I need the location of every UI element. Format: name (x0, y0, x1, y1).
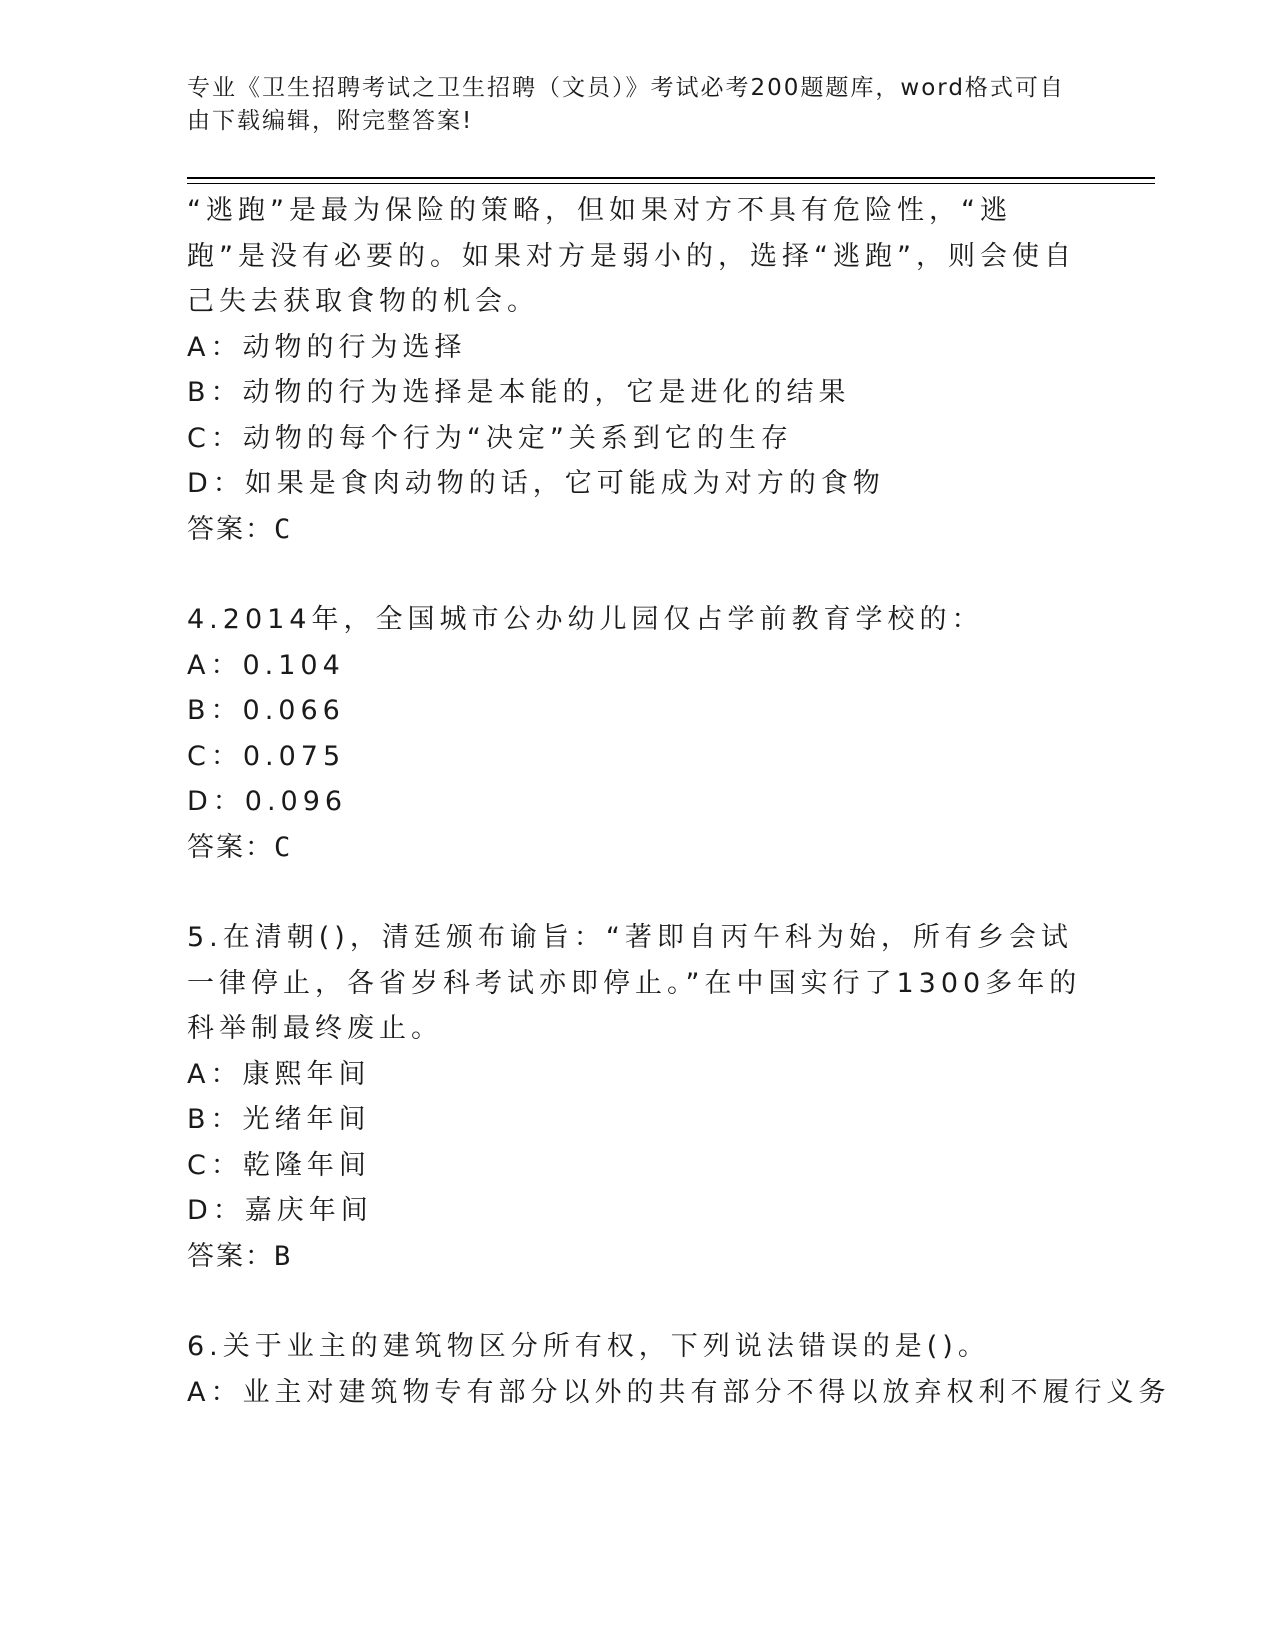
question-text: 4.2014年，全国城市公办幼儿园仅占学前教育学校的： (187, 604, 984, 635)
option-b: B：0.066 (187, 695, 345, 726)
option-b: B：动物的行为选择是本能的，它是进化的结果 (187, 377, 851, 408)
option-a: A：业主对建筑物专有部分以外的共有部分不得以放弃权利不履行义务 (187, 1376, 1171, 1408)
question-5 (187, 915, 1087, 1279)
header-rule-thick (187, 177, 1155, 179)
option-c: C：动物的每个行为“决定”关系到它的生存 (187, 422, 793, 454)
option-a: A：动物的行为选择 (187, 331, 467, 363)
spacer (187, 1279, 1087, 1324)
option-c: C：乾隆年间 (187, 1149, 371, 1181)
option-d: D：嘉庆年间 (187, 1195, 373, 1226)
option-c: C：0.075 (187, 740, 346, 772)
answer: 答案：B (187, 1240, 293, 1272)
option-d: D：如果是食肉动物的话，它可能成为对方的食物 (187, 468, 885, 499)
question-content (187, 188, 1171, 1415)
document-header: 专业《卫生招聘考试之卫生招聘（文员）》考试必考200题题库，word格式可自由下载编辑，附完整答案! (187, 75, 1065, 134)
question-text: “逃跑”是最为保险的策略，但如果对方不具有危险性，“逃跑”是没有必要的。如果对方是弱小的，选择“逃跑”，则会使自己失去获取食物的机会。 (187, 195, 1076, 317)
option-a: A：0.104 (187, 649, 345, 681)
spacer (187, 552, 1087, 597)
option-d: D：0.096 (187, 786, 348, 817)
question-4 (187, 597, 1087, 870)
answer: 答案：C (187, 513, 293, 545)
option-b: B：光绪年间 (187, 1104, 371, 1135)
spacer (187, 870, 1087, 915)
question-text: 6.关于业主的建筑物区分所有权，下列说法错误的是()。 (187, 1331, 990, 1362)
question-3 (187, 188, 1087, 552)
question-text: 5.在清朝()，清廷颁布谕旨：“著即自丙午科为始，所有乡会试一律停止，各省岁科考试亦即停止。”在中国实行了1300多年的科举制最终废止。 (187, 922, 1082, 1044)
header-rule-thin (187, 183, 1155, 184)
option-a: A：康熙年间 (187, 1058, 371, 1090)
answer: 答案：C (187, 831, 293, 863)
question-6 (187, 1324, 1171, 1415)
